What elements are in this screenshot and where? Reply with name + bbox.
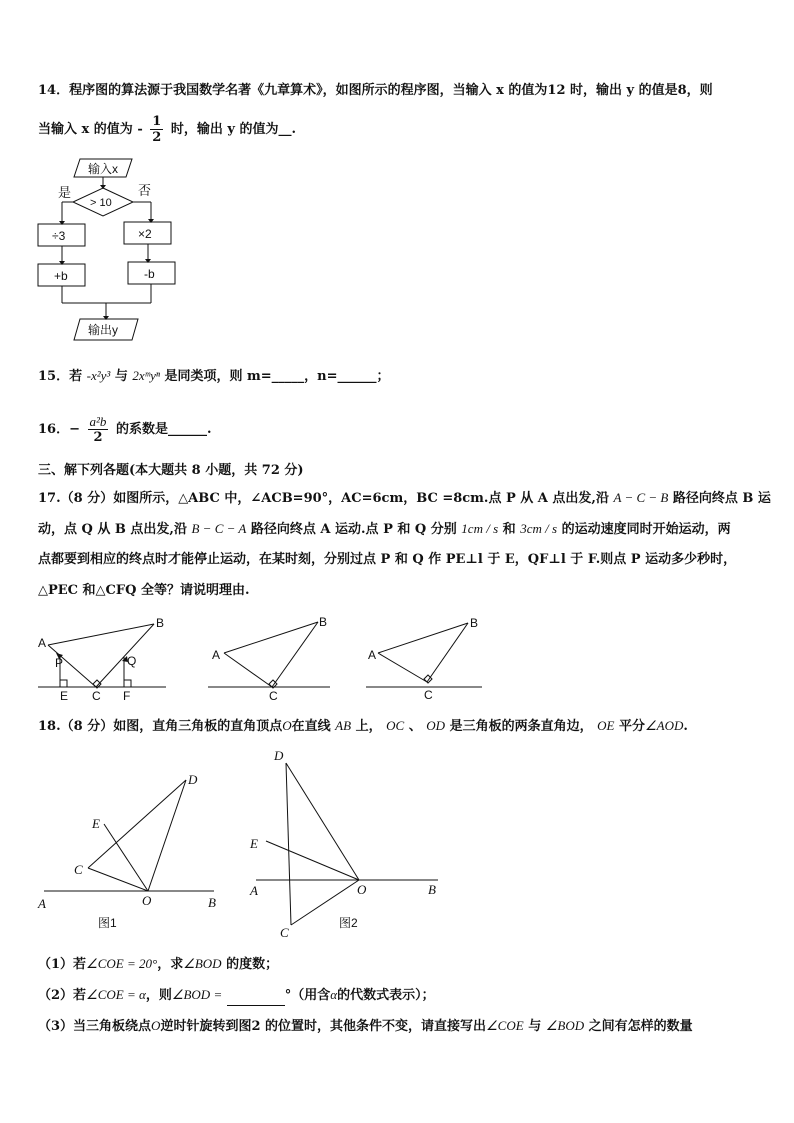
q18-sep: 、 bbox=[408, 719, 422, 734]
q15-prefix: 15．若 bbox=[38, 369, 83, 384]
q18-sub2-alpha: α bbox=[330, 987, 338, 1002]
fig2-label-C: C bbox=[269, 689, 278, 703]
q17-line3-text: 点都要到相应的终点时才能停止运动，在某时刻，分别过点 P 和 Q 作 PE⊥l 于 E，QF⊥l 于 F.则点 P 运动多少秒时， bbox=[38, 552, 737, 567]
q18-sub1-b: ，求 bbox=[157, 957, 184, 972]
q17-line2-d: 的运动速度同时开始运动，两 bbox=[561, 522, 731, 537]
q18f2-label-D: D bbox=[274, 748, 284, 763]
q18f2-label-B: B bbox=[428, 882, 436, 897]
q17-line1-end: 路径向终点 B 运 bbox=[672, 491, 771, 506]
q16-minus: − bbox=[69, 422, 80, 437]
q18-sub3-c: 与 bbox=[528, 1019, 542, 1034]
q17-line1 bbox=[38, 489, 771, 508]
q18-sub3-e1: ∠COE bbox=[486, 1018, 524, 1033]
q14-frac-num: 1 bbox=[152, 114, 162, 129]
q18-sub2-c: °（用含 bbox=[284, 988, 331, 1003]
q14-line2 bbox=[38, 113, 296, 147]
q18-line1 bbox=[38, 717, 688, 736]
section-3-heading bbox=[38, 462, 304, 480]
q14-line2-prefix: 当输入 x 的值为 - bbox=[38, 122, 143, 137]
q18f2-label-C: C bbox=[280, 925, 289, 940]
q18-sub3-O: O bbox=[151, 1018, 161, 1033]
q18-sub1 bbox=[38, 955, 278, 974]
fig1-label-A: A bbox=[38, 636, 47, 650]
q18-OD: OD bbox=[426, 718, 446, 733]
q17-figure-1 bbox=[36, 615, 176, 703]
q18f1-label-A: A bbox=[38, 896, 46, 911]
q16-prefix: 16． bbox=[38, 422, 70, 437]
q14-flowchart bbox=[30, 156, 190, 346]
q17-speed1: 1cm / s bbox=[461, 521, 499, 536]
q18f1-label-E: E bbox=[92, 816, 100, 831]
q18-sub1-c: 的度数； bbox=[226, 957, 279, 972]
q18-AB: AB bbox=[335, 718, 352, 733]
q17-speed2: 3cm / s bbox=[520, 521, 558, 536]
q18-sub2 bbox=[38, 986, 435, 1006]
flow-input-label: 输入x bbox=[88, 162, 119, 176]
fig1-label-P: P bbox=[55, 656, 64, 670]
q17-line1-text: 17.（8 分）如图所示，△ABC 中，∠ACB=90°，AC=6cm，BC =8cm.点 P 从 A 点出发,沿 bbox=[38, 491, 609, 506]
q17-line4-text: △PEC 和△CFQ 全等？请说明理由. bbox=[38, 583, 250, 598]
q17-line4 bbox=[38, 582, 250, 600]
q18-sub2-d: 的代数式表示）； bbox=[337, 988, 435, 1003]
flow-div3-label: ÷3 bbox=[52, 229, 66, 243]
q14-fraction bbox=[150, 114, 163, 145]
q14-line1-text: 14．程序图的算法源于我国数学名著《九章算术》，如图所示的程序图，当输入 x 的值为12 时，输出 y 的值是8，则 bbox=[38, 83, 713, 98]
q16-frac-den: 2 bbox=[93, 430, 103, 445]
q14-line2-suffix: 时，输出 y 的值为__. bbox=[170, 122, 296, 137]
q18-sub3-d: 之间有怎样的数量 bbox=[588, 1019, 693, 1034]
q18f1-label-B: B bbox=[208, 895, 216, 910]
q18-line1-f: . bbox=[683, 719, 688, 734]
q17-figure-3 bbox=[364, 615, 494, 700]
q18-OC: OC bbox=[386, 718, 405, 733]
q18-figure-2 bbox=[246, 745, 446, 945]
q15-term1: -x²y³ bbox=[86, 368, 111, 383]
q17-line2-c: 和 bbox=[502, 522, 516, 537]
q17-line2-a: 动，点 Q 从 B 点出发,沿 bbox=[38, 522, 187, 537]
section-3-text: 三、解下列各题(本大题共 8 小题，共 72 分) bbox=[38, 463, 304, 478]
fig2-label-A: A bbox=[212, 648, 221, 662]
flow-minusb-label: -b bbox=[144, 267, 155, 281]
fig1-label-F: F bbox=[123, 689, 131, 703]
q17-path1: A − C − B bbox=[613, 490, 669, 505]
q17-path2: B − C − A bbox=[191, 521, 247, 536]
q18-sub1-expr2: ∠BOD bbox=[183, 956, 222, 971]
fig2-label-B: B bbox=[319, 615, 328, 629]
q16-suffix: 的系数是______. bbox=[115, 422, 212, 437]
fig1-label-E: E bbox=[60, 689, 69, 703]
q18-sub2-b: ，则 bbox=[145, 988, 172, 1003]
q15-term2: 2xᵐyⁿ bbox=[132, 368, 160, 383]
q16-frac-num: a²b bbox=[89, 414, 107, 429]
q15-suffix: 是同类项，则 m=_____，n=______； bbox=[164, 369, 390, 384]
q18-O: O bbox=[282, 718, 292, 733]
q18-sub3 bbox=[38, 1017, 693, 1036]
flow-cond-label: > 10 bbox=[90, 197, 112, 209]
q14-line1 bbox=[38, 82, 713, 100]
q18-sub2-a: （2）若 bbox=[38, 988, 87, 1003]
q14-frac-den: 2 bbox=[152, 130, 162, 145]
q18f2-label-E: E bbox=[250, 836, 258, 851]
q18f2-label-A: A bbox=[250, 883, 258, 898]
q18-sub3-a: （3）当三角板绕点 bbox=[38, 1019, 152, 1034]
q18-fig2-caption: 图2 bbox=[339, 916, 358, 930]
q18-figure-1 bbox=[36, 770, 236, 940]
flow-mul2-label: ×2 bbox=[138, 227, 152, 241]
q17-line2 bbox=[38, 520, 731, 539]
q18-sub1-a: （1）若 bbox=[38, 957, 87, 972]
q18-sub2-expr: ∠COE = α bbox=[86, 987, 146, 1002]
q18f1-label-C: C bbox=[74, 862, 83, 877]
q17-figure-2 bbox=[206, 615, 346, 703]
q17-line2-b: 路径向终点 A 运动.点 P 和 Q 分别 bbox=[250, 522, 457, 537]
q18-line1-e: 平分 bbox=[618, 719, 645, 734]
q18-sub2-blank bbox=[227, 987, 285, 1006]
q18-line1-b: 在直线 bbox=[291, 719, 331, 734]
q18f2-label-O: O bbox=[357, 882, 367, 897]
q16 bbox=[38, 413, 212, 447]
fig3-label-A: A bbox=[368, 648, 377, 662]
q18-sub1-expr: ∠COE = 20° bbox=[86, 956, 158, 971]
q15-mid: 与 bbox=[114, 369, 128, 384]
flow-no-label: 否 bbox=[138, 183, 152, 198]
q18-fig1-caption: 图1 bbox=[98, 916, 117, 930]
q18-line1-d: 是三角板的两条直角边， bbox=[449, 719, 593, 734]
q18-sub2-expr2: ∠BOD = bbox=[171, 987, 223, 1002]
q18f1-label-D: D bbox=[188, 772, 198, 787]
q18-sub3-b: 逆时针旋转到图2 的位置时，其他条件不变，请直接写出 bbox=[160, 1019, 487, 1034]
q17-line3 bbox=[38, 551, 736, 569]
q18f1-label-O: O bbox=[142, 893, 152, 908]
flow-plusb-label: +b bbox=[54, 269, 68, 283]
q18-line1-a: 18.（8 分）如图，直角三角板的直角顶点 bbox=[38, 719, 283, 734]
fig3-label-C: C bbox=[424, 688, 433, 702]
q18-OE: OE bbox=[597, 718, 615, 733]
q18-line1-c: 上， bbox=[355, 719, 382, 734]
flow-output-label: 输出y bbox=[88, 323, 119, 337]
fig1-label-C: C bbox=[92, 689, 101, 703]
fig1-label-Q: Q bbox=[127, 654, 137, 668]
q18-AOD: ∠AOD bbox=[645, 718, 684, 733]
fig1-label-B: B bbox=[156, 616, 165, 630]
flow-yes-label: 是 bbox=[58, 185, 72, 200]
q18-sub3-e2: ∠BOD bbox=[545, 1018, 585, 1033]
q16-fraction bbox=[88, 414, 109, 445]
q15 bbox=[38, 367, 390, 386]
fig3-label-B: B bbox=[470, 616, 479, 630]
